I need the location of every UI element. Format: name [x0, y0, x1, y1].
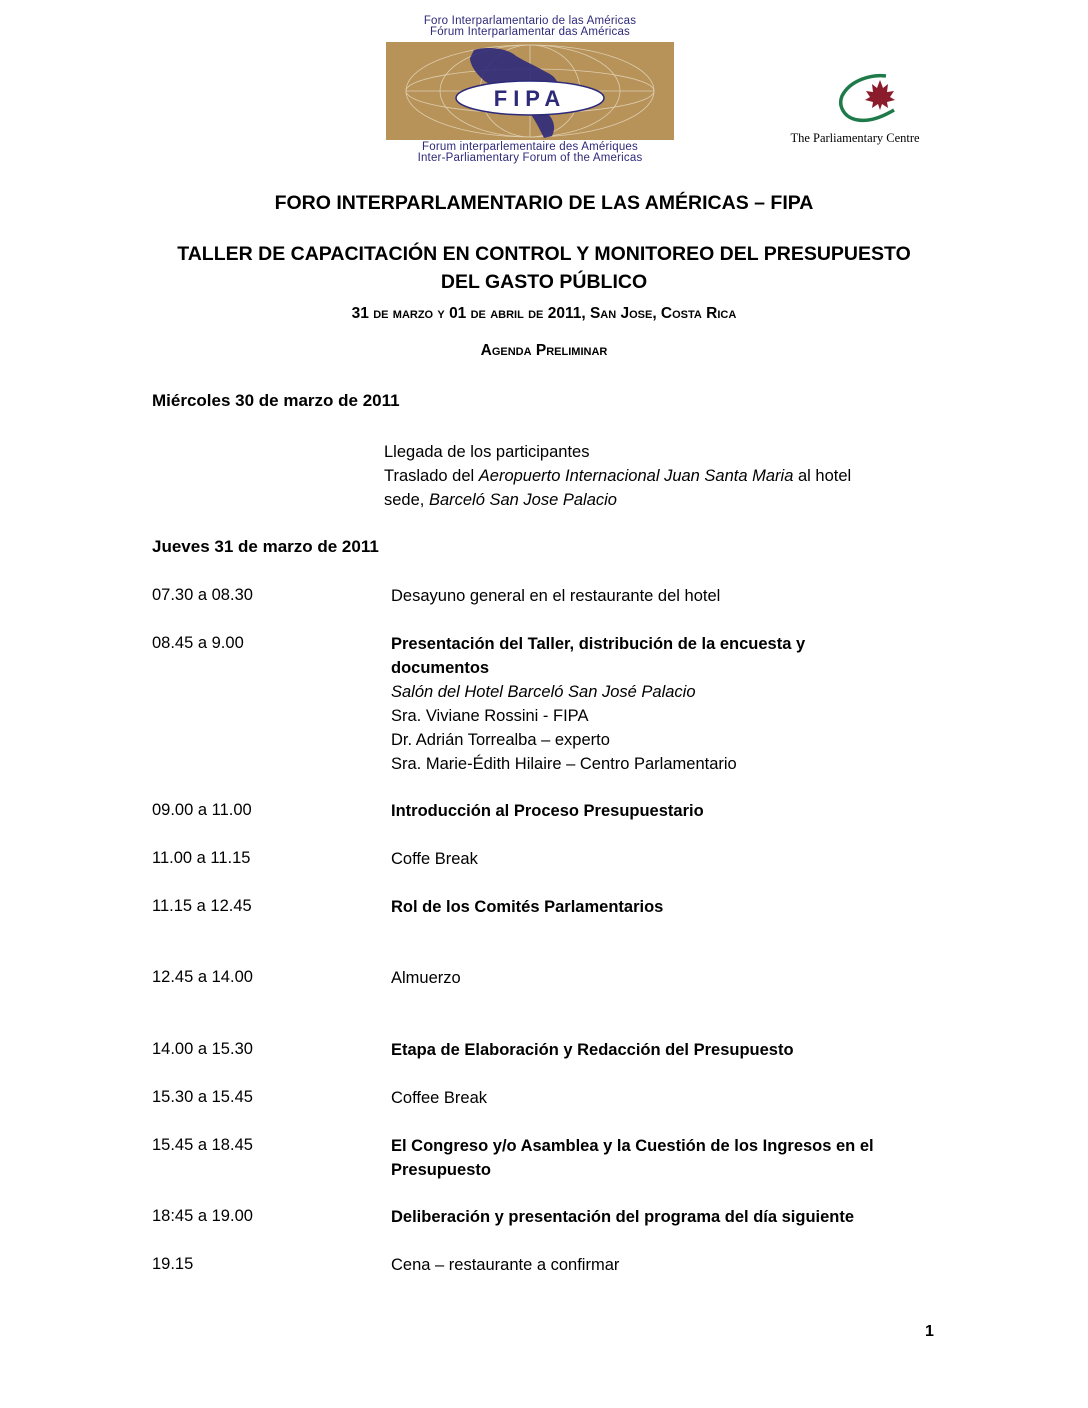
airport-name: Aeropuerto Internacional Juan Santa Maria	[478, 467, 794, 485]
agenda-item-text: Almuerzo	[391, 969, 461, 987]
agenda-time: 11.00 a 11.15	[152, 849, 251, 867]
fipa-logo-line-2: Fórum Interparlamentar das Américas	[429, 26, 631, 38]
workshop-dates: 31 de marzo y 01 de abril de 2011, San Jose, Costa Rica	[351, 305, 737, 322]
arrival-text: Llegada de los participantes	[384, 443, 590, 461]
parliamentary-centre-logo	[836, 70, 912, 126]
transfer-line-2-prefix: sede,	[384, 491, 429, 509]
fipa-logo-line-3: Forum interparlementaire des Amériques	[422, 141, 638, 153]
agenda-speaker: Sra. Marie-Édith Hilaire – Centro Parlamentario	[391, 755, 737, 773]
agenda-item-text: Introducción al Proceso Presupuestario	[391, 802, 704, 820]
agenda-time: 15.30 a 15.45	[152, 1088, 253, 1106]
agenda-item-text: Cena – restaurante a confirmar	[391, 1256, 620, 1274]
agenda-venue: Salón del Hotel Barceló San José Palacio	[391, 683, 696, 701]
globe-icon	[386, 42, 674, 140]
agenda-item-text: Presentación del Taller, distribución de la encuesta y documentos	[391, 635, 806, 677]
agenda-label: Agenda Preliminar	[480, 342, 608, 359]
transfer-line-2	[384, 488, 617, 512]
agenda-speaker: Dr. Adrián Torrealba – experto	[391, 731, 610, 749]
fipa-logo-line-1: Foro Interparlamentario de las Américas	[423, 15, 637, 27]
agenda-item-text: Etapa de Elaboración y Redacción del Presupuesto	[391, 1041, 794, 1059]
agenda-time: 09.00 a 11.00	[152, 801, 252, 819]
fipa-logo-line-4: Inter-Parliamentary Forum of the Americas	[417, 152, 643, 164]
transfer-line-1	[384, 464, 851, 488]
agenda-time: 18:45 a 19.00	[152, 1207, 253, 1225]
agenda-item-text: Coffe Break	[391, 850, 478, 868]
fipa-logo	[386, 16, 674, 168]
agenda-time: 07.30 a 08.30	[152, 586, 253, 604]
fipa-logo-top-text	[386, 16, 674, 38]
fipa-logo-bottom-text	[386, 142, 674, 164]
page-number: 1	[925, 1323, 934, 1340]
agenda-item-text: El Congreso y/o Asamblea y la Cuestión de los Ingresos en el Presupuesto	[391, 1137, 874, 1179]
agenda-item-text: Desayuno general en el restaurante del hotel	[391, 587, 721, 605]
fipa-logo-globe-band	[386, 42, 674, 140]
agenda-item-text: Coffee Break	[391, 1089, 488, 1107]
workshop-title-line-1: TALLER DE CAPACITACIÓN EN CONTROL Y MONITOREO DEL PRESUPUESTO	[177, 243, 911, 265]
agenda-speaker: Sra. Viviane Rossini - FIPA	[391, 707, 589, 725]
transfer-middle: al hotel	[793, 467, 852, 485]
agenda-time: 19.15	[152, 1255, 194, 1273]
agenda-item-text: Deliberación y presentación del programa del día siguiente	[391, 1208, 855, 1226]
day-1-heading: Miércoles 30 de marzo de 2011	[152, 391, 400, 410]
agenda-time: 11.15 a 12.45	[152, 897, 252, 915]
fipa-logo-name: FIPA	[493, 86, 567, 111]
hotel-name: Barceló San Jose Palacio	[428, 491, 617, 509]
transfer-prefix: Traslado del	[384, 467, 479, 485]
agenda-time: 12.45 a 14.00	[152, 968, 253, 986]
agenda-time: 15.45 a 18.45	[152, 1136, 253, 1154]
day-2-heading: Jueves 31 de marzo de 2011	[152, 537, 379, 556]
agenda-time: 14.00 a 15.30	[152, 1040, 253, 1058]
maple-leaf-icon	[836, 70, 912, 126]
page-title: FORO INTERPARLAMENTARIO DE LAS AMÉRICAS – FIPA	[274, 192, 814, 214]
agenda-time: 08.45 a 9.00	[152, 634, 244, 652]
parliamentary-centre-caption: The Parliamentary Centre	[790, 131, 920, 145]
agenda-item-text: Rol de los Comités Parlamentarios	[391, 898, 664, 916]
workshop-title-line-2: DEL GASTO PÚBLICO	[440, 271, 648, 293]
